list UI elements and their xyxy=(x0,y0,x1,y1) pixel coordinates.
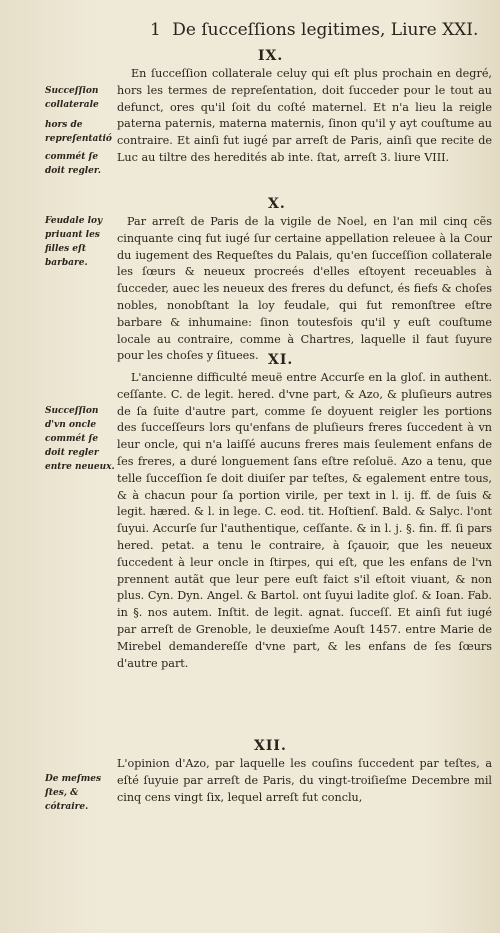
margin-note: commét ſe doit regler. xyxy=(45,152,101,176)
margin-note: De meſmes ſtes, & cótraire. xyxy=(45,774,102,812)
running-header xyxy=(150,20,495,40)
page-number: 1 xyxy=(150,20,161,40)
margin-note: hors de repreſentatió xyxy=(45,120,112,144)
paragraph-text: L'ancienne difficulté meuë entre Accurſe en la gloſ. in authent. ceſſante. C. de legit. hered. d'vne part, & Azo, & pluſieurs autres de ſa ſuite d'autre part, comme ſe doyuent reigler les portions des ſucceſſeurs lors qu'enfans de pluſieurs freres ſuccedent à vn leur oncle, qui n'a laiſſé aucuns freres mais ſeulement enfans de ſes freres, a duré longuement ſans eſtre reſoluë. Azo a tenu, que telle ſucceſſion ſe doit diuiſer par teſtes, & egalement entre tous, & à chacun pour ſa portion virile, per text in l. ij. ff. de ſuis & legit. hæred. & l. in lege. C. eod. tit. Hoſtienſ. Bald. & Salyc. l'ont ſuyui. Accurſe ſur l'authentique, ceſſante. & in l. j. §. fin. ff. ſi pars hered. petat. a tenu le contraire, à ſçauoir, que les neueux ſuccedent à leur oncle in ſtirpes, qui eſt, que les enfans de l'vn prennent autãt que leur pere euſt faict s'il eſtoit viuant, & non plus. Cyn. Dyn. Angel. & Bartol. ont ſuyui ladite gloſ. & Ioan. Fab. in §. nos autem. Inſtit. de legit. agnat. ſucceſſ. Et ainſi fut iugé par arreſt de Grenoble, le deuxieſme Aouſt 1457. entre Marie de Mirebel demandereſſe d'vne part, & les enfans de ſes ſœurs d'autre part. xyxy=(117,371,492,670)
margin-note: Feudale loy priuant les filles eſt barbare. xyxy=(45,216,103,268)
section-number: IX. xyxy=(258,48,284,64)
paragraph-text: L'opinion d'Azo, par laquelle les couſins ſuccedent par teſtes, a eſté ſuyuie par arreſt de Paris, du vingt-troiſieſme Decembre mil cinq cens vingt ſix, lequel arreſt fut conclu, xyxy=(117,757,492,804)
paragraph xyxy=(117,370,492,736)
section-number: X. xyxy=(268,196,286,212)
paragraph xyxy=(117,756,492,816)
margin-note: Succeſſion d'vn oncle commét ſe doit regler entre neueux. xyxy=(45,406,115,472)
section-number: XII. xyxy=(254,738,287,754)
paragraph xyxy=(117,66,492,192)
running-title: De ſucceſſions legitimes, Liure XXI. xyxy=(172,20,479,40)
section-number: XI. xyxy=(268,352,294,368)
margin-note: Succeſſion collaterale xyxy=(45,86,99,110)
paragraph-text: Par arreſt de Paris de la vigile de Noel, en l'an mil cinq cẽs cinquante cinq fut iugé ſur certaine appellation releuee à la Cour du iugement des Requeſtes du Palais, qu'en ſucceſſion collaterale les ſœurs & neueux procreés d'elles eſtoyent receuables à ſucceder, auec les neueux des freres du defunct, és fiefs & choſes nobles, nonobſtant la loy feudale, qui fut remonſtree eſtre barbare & inhumaine: ſinon toutesfois qu'il y euſt couſtume locale au contraire, comme à Chartres, laquelle il faut ſuyure pour les choſes y ſituees. xyxy=(117,215,492,363)
paragraph-text: En ſucceſſion collaterale celuy qui eſt plus prochain en degré, hors les termes de repreſentation, doit ſucceder pour le tout au defunct, ores qu'il ſoit du coſté maternel. Et n'a lieu la reigle paterna paternis, materna maternis, ſinon qu'il y ayt couſtume au contraire. Et ainſi fut iugé par arreſt de Paris, ainſi que recite de Luc au tiltre des heredités ab inte. ſtat, arreſt 3. liure VIII. xyxy=(117,67,492,164)
